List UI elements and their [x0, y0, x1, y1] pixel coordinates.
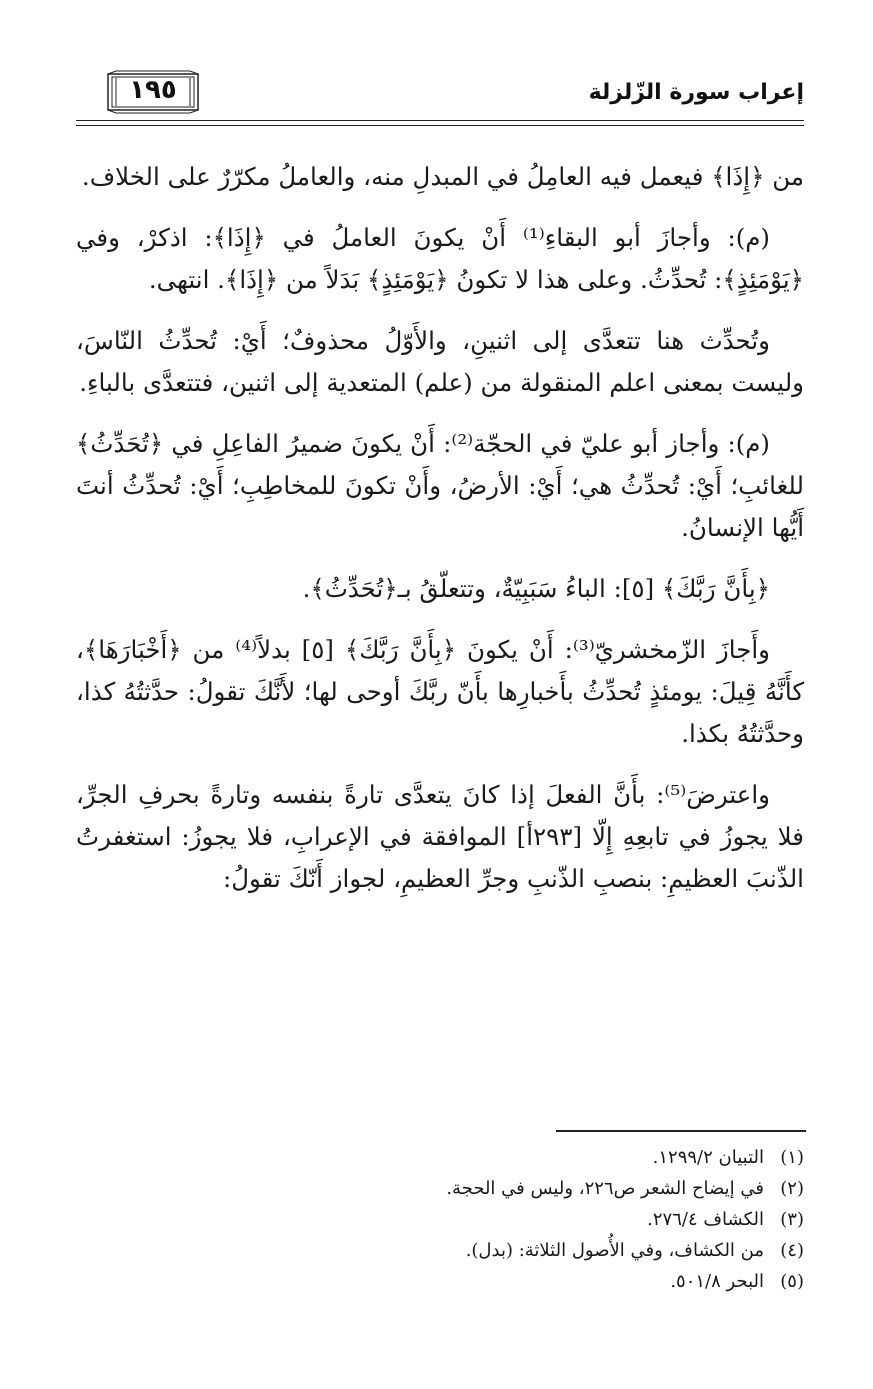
body-text: [76, 156, 804, 919]
page-header: [76, 62, 804, 118]
footnote: [76, 1235, 804, 1266]
paragraph: من ﴿إِذَا﴾ فيعمل فيه العامِلُ في المبدلِ منه، والعاملُ مكرّرٌ على الخلاف.: [81, 162, 804, 191]
paragraph: (م): وأجاز أبو عليّ في الحجّة⁽²⁾: أَنْ يكونَ ضميرُ الفاعِلِ في ﴿تُحَدِّثُ﴾ للغائبِ؛ أَيْ: تُحدِّثُ هي؛ أَيْ: الأرضُ، وأَنْ تكونَ للمخاطِبِ؛ أَيْ: تُحدِّثُ أنتَ أَيُّها الإنسانُ.: [76, 429, 804, 542]
footnote-separator: [556, 1130, 806, 1132]
footnote: [76, 1173, 804, 1204]
chapter-title: إعراب سورة الزّلزلة: [588, 80, 804, 105]
paragraph: وأَجازَ الزّمخشريّ⁽³⁾: أَنْ يكونَ ﴿بِأَنَّ رَبَّكَ﴾ [٥] بدلاً⁽⁴⁾ من ﴿أَخْبَارَهَا﴾، كأَنَّهُ قِيلَ: يومئذٍ تُحدِّثُ بأَخبارِها بأَنّ ربَّكَ أوحى لها؛ لأَنَّكَ تقولُ: حدَّثتُهُ كذا، وحدَّثتُهُ بكذا.: [76, 635, 804, 748]
paragraph: (م): وأجازَ أبو البقاءِ⁽¹⁾ أَنْ يكونَ العاملُ في ﴿إِذَا﴾: اذكرْ، وفي ﴿يَوْمَئِذٍ﴾: تُحدِّثُ. وعلى هذا لا تكونُ ﴿يَوْمَئِذٍ﴾ بَدَلاً من ﴿إِذَا﴾. انتهى.: [76, 223, 804, 294]
paragraph: ﴿بِأَنَّ رَبَّكَ﴾ [٥]: الباءُ سَبَبِيّةٌ، وتتعلّقُ بـ﴿تُحَدِّثُ﴾.: [302, 574, 770, 603]
footnote: [76, 1266, 804, 1297]
footnote: [76, 1142, 804, 1173]
header-rule-top: [76, 120, 804, 121]
page-number: ١٩٥: [129, 75, 177, 105]
footnote-number: (١): [780, 1147, 804, 1168]
footnote-text: في إيضاح الشعر ص٢٢٦، وليس في الحجة.: [446, 1178, 764, 1199]
paragraph: وتُحدِّث هنا تتعدَّى إلى اثنينِ، والأَوّلُ محذوفٌ؛ أَيْ: تُحدِّثُ النّاسَ، وليست بمعنى اعلم المنقولة من (علم) المتعدية إلى اثنين، فتتعدَّى بالباءِ.: [76, 326, 804, 397]
header-rule-bottom: [76, 125, 804, 126]
footnote: [76, 1204, 804, 1235]
paragraph: واعترضَ⁽⁵⁾: بأَنَّ الفعلَ إذا كانَ يتعدَّى تارةً بنفسه وتارةً بحرفِ الجرِّ، فلا يجوزُ في تابعِهِ إِلّا [٢٩٣أ] الموافقة في الإعرابِ، فلا يجوزُ: استغفرتُ الذّنبَ العظيمِ: بنصبِ الذّنبِ وجرِّ العظيمِ، لجواز أَنّكَ تقولُ:: [76, 780, 804, 893]
footnote-number: (٤): [780, 1240, 804, 1261]
footnote-text: من الكشاف، وفي الأُصول الثلاثة: (بدل).: [465, 1240, 764, 1261]
footnote-text: التبيان ١٢٩٩/٢.: [652, 1147, 764, 1168]
footnote-number: (٢): [780, 1178, 804, 1199]
footnote-number: (٥): [780, 1271, 804, 1292]
footnote-text: الكشاف ٢٧٦/٤.: [647, 1209, 764, 1230]
footnotes: [76, 1142, 804, 1297]
footnote-text: البحر ٥٠١/٨.: [670, 1271, 764, 1292]
page-number-frame: [106, 70, 200, 114]
footnote-number: (٣): [780, 1209, 804, 1230]
